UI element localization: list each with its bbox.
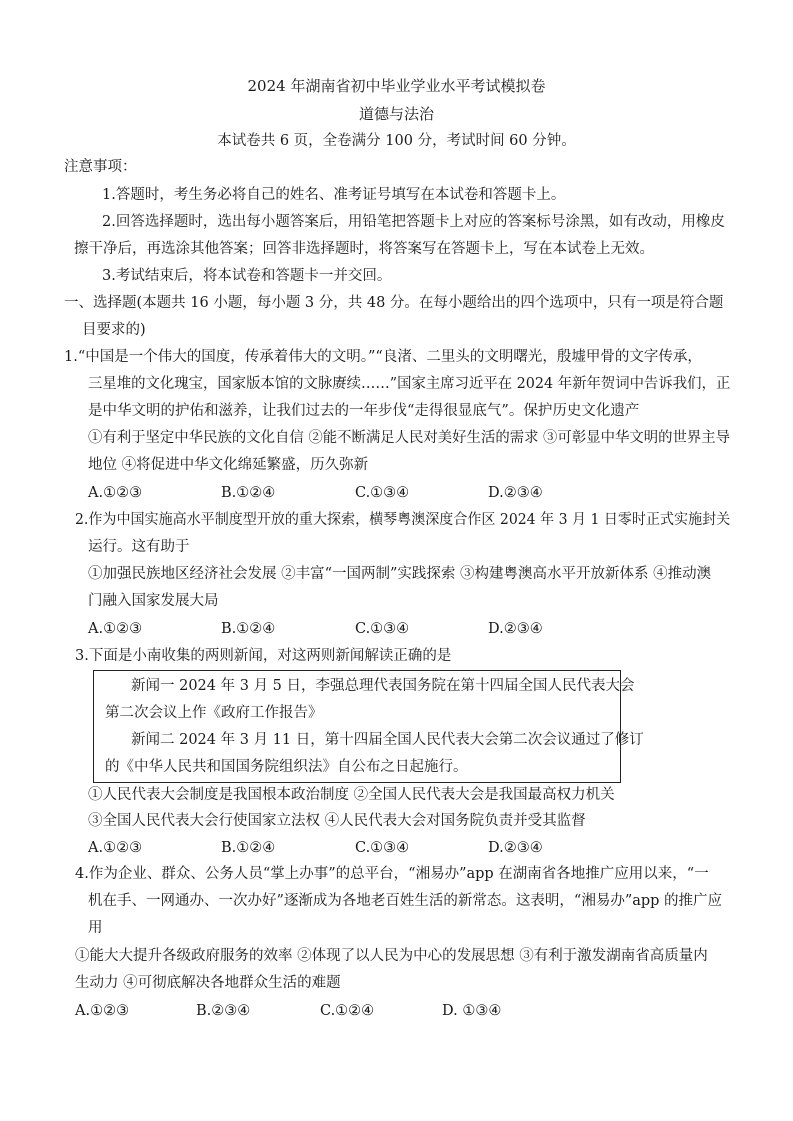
q4-statements-cont: 生动力 ④可彻底解决各地群众生活的难题 — [75, 975, 341, 991]
section-heading: 一、选择题(本题共 16 小题，每小题 3 分，共 48 分。在每小题给出的四个选项中，只有一项是符合题 — [64, 295, 724, 311]
option-d[interactable]: D.②③④ — [488, 621, 543, 637]
option-a[interactable]: A.①②③ — [75, 1003, 130, 1019]
news-2-cont: 的《中华人民共和国国务院组织法》自公布之日起施行。 — [105, 759, 468, 775]
option-d[interactable]: D.②③④ — [488, 485, 543, 501]
option-c[interactable]: C.①③④ — [355, 621, 410, 637]
q1-stem: 1.“中国是一个伟大的国度，传承着伟大的文明。”“良渚、二里头的文明曙光，殷墟甲骨的文字传承， — [64, 349, 702, 365]
option-a[interactable]: A.①②③ — [88, 840, 143, 856]
q2-statements: ①加强民族地区经济社会发展 ②丰富“一国两制”实践探索 ③构建粤澳高水平开放新体系 ④推动澳 — [88, 566, 712, 582]
notice-heading: 注意事项： — [64, 159, 137, 175]
notice-item-1: 1.答题时，考生务必将自己的姓名、准考证号填写在本试卷和答题卡上。 — [102, 187, 566, 203]
option-c[interactable]: C.①③④ — [355, 485, 410, 501]
q3-stem: 3.下面是小南收集的两则新闻，对这两则新闻解读正确的是 — [75, 648, 452, 664]
q1-statements: ①有利于坚定中华民族的文化自信 ②能不断满足人民对美好生活的需求 ③可彰显中华文明的世界主导 — [88, 430, 731, 446]
q4-statements: ①能大大提升各级政府服务的效率 ②体现了以人民为中心的发展思想 ③有利于激发湖南省高质量内 — [75, 948, 708, 964]
q1-stem-cont: 三星堆的文化瑰宝，国家版本馆的文脉赓续……”国家主席习近平在 2024 年新年贺词中告诉我们，正 — [88, 376, 731, 392]
q3-statements: ①人民代表大会制度是我国根本政治制度 ②全国人民代表大会是我国最高权力机关 — [88, 787, 615, 803]
news-2: 新闻二 2024 年 3 月 11 日，第十四届全国人民代表大会第二次会议通过了修订 — [131, 732, 644, 748]
exam-title: 2024 年湖南省初中毕业学业水平考试模拟卷 — [247, 77, 546, 95]
option-c[interactable]: C.①③④ — [355, 840, 410, 856]
q4-stem-cont: 机在手、一网通办、一次办好”逐渐成为各地老百姓生活的新常态。这表明，“湘易办”app 的推广应 — [88, 893, 723, 909]
option-b[interactable]: B.①②④ — [221, 621, 276, 637]
exam-subject: 道德与法治 — [358, 105, 434, 123]
notice-item-2-cont: 擦干净后，再选涂其他答案；回答非选择题时，将答案写在答题卡上，写在本试卷上无效。 — [74, 241, 654, 257]
q1-stem-cont: 是中华文明的护佑和滋养，让我们过去的一年步伐“走得很显底气”。保护历史文化遗产 — [88, 403, 640, 419]
option-a[interactable]: A.①②③ — [88, 485, 143, 501]
q4-stem-cont: 用 — [88, 920, 103, 936]
q3-statements-cont: ③全国人民代表大会行使国家立法权 ④人民代表大会对国务院负责并受其监督 — [88, 813, 586, 829]
q2-stem-cont: 运行。这有助于 — [88, 539, 190, 555]
option-b[interactable]: B.①②④ — [221, 485, 276, 501]
q4-stem: 4.作为企业、群众、公务人员“掌上办事”的总平台，“湘易办”app 在湖南省各地推广应用以来，“一 — [75, 866, 709, 882]
q1-statements-cont: 地位 ④将促进中华文化绵延繁盛，历久弥新 — [88, 457, 369, 473]
notice-item-2: 2.回答选择题时，选出每小题答案后，用铅笔把答题卡上对应的答案标号涂黑，如有改动，用橡皮 — [102, 214, 725, 230]
notice-item-3: 3.考试结束后，将本试卷和答题卡一并交回。 — [102, 268, 392, 284]
q2-statements-cont: 门融入国家发展大局 — [88, 593, 219, 609]
news-1: 新闻一 2024 年 3 月 5 日，李强总理代表国务院在第十四届全国人民代表大会 — [131, 678, 635, 694]
option-b[interactable]: B.①②④ — [221, 840, 276, 856]
news-1-cont: 第二次会议上作《政府工作报告》 — [105, 705, 323, 721]
option-d[interactable]: D.②③④ — [488, 840, 543, 856]
option-c[interactable]: C.①②④ — [320, 1003, 375, 1019]
section-heading-cont: 目要求的) — [82, 322, 146, 338]
option-d[interactable]: D. ①③④ — [442, 1003, 502, 1019]
option-a[interactable]: A.①②③ — [88, 621, 143, 637]
q2-stem: 2.作为中国实施高水平制度型开放的重大探索，横琴粤澳深度合作区 2024 年 3 月 1 日零时正式实施封关 — [75, 512, 731, 528]
option-b[interactable]: B.②③④ — [196, 1003, 251, 1019]
exam-info: 本试卷共 6 页，全卷满分 100 分，考试时间 60 分钟。 — [217, 133, 576, 149]
